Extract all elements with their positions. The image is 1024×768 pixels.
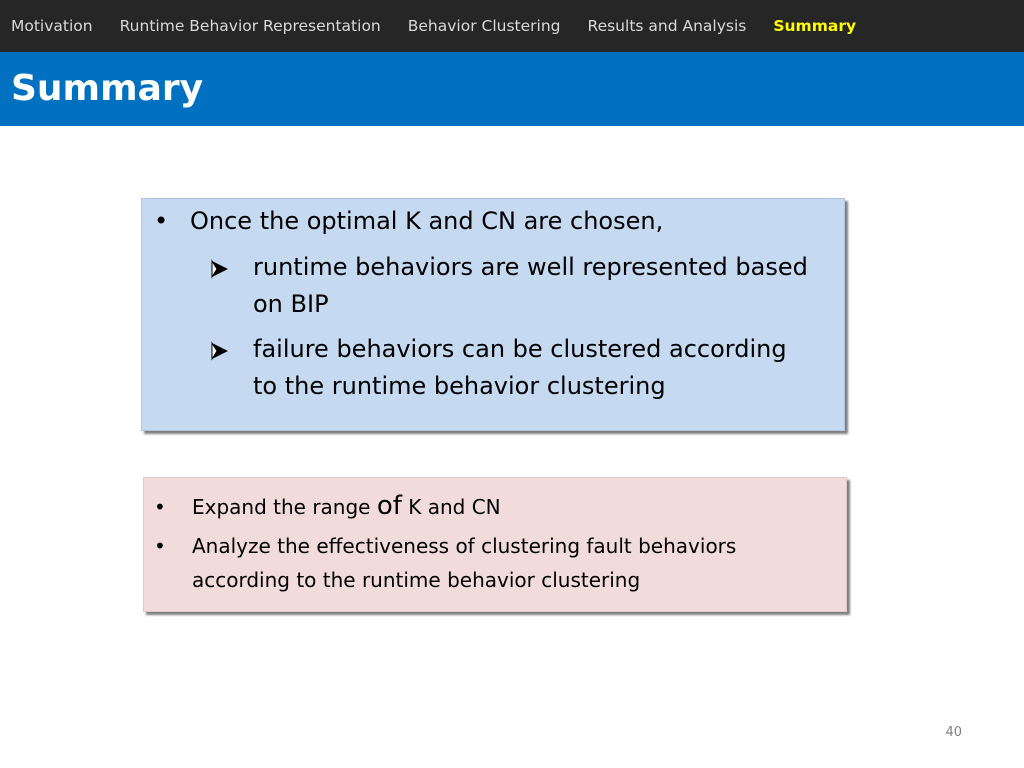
future-item-2-line-2: according to the runtime behavior clustering [192, 568, 641, 592]
page-number: 40 [945, 725, 962, 740]
future-item-1-pre: Expand the range [192, 495, 377, 519]
sub-item-2-line-1: failure behaviors can be clustered according [253, 335, 787, 363]
main-bullet-text: Once the optimal K and CN are chosen, [190, 207, 664, 235]
arrow-bullet-icon [210, 259, 230, 279]
future-item-1-post: K and CN [401, 495, 501, 519]
nav-item-summary[interactable]: Summary [773, 17, 857, 35]
main-bullet-item [154, 207, 663, 235]
future-work-box [143, 477, 847, 612]
future-item-1-emph: of [376, 491, 402, 521]
nav-item-motivation[interactable]: Motivation [11, 17, 93, 35]
findings-box [141, 198, 845, 431]
bullet-dot: • [154, 207, 169, 235]
sub-item-1-line-1: runtime behaviors are well represented based [253, 253, 808, 281]
future-item-2-line-1 [154, 534, 736, 558]
page-title: Summary [11, 68, 204, 109]
bullet-dot: • [154, 534, 166, 558]
bullet-dot: • [154, 495, 166, 519]
nav-item-results-and-analysis[interactable]: Results and Analysis [587, 17, 747, 35]
title-bar [0, 52, 1024, 126]
nav-item-behavior-clustering[interactable]: Behavior Clustering [407, 17, 561, 35]
sub-item-2-line-2: to the runtime behavior clustering [253, 372, 666, 400]
section-nav [0, 0, 1024, 52]
future-item-2-text: Analyze the effectiveness of clustering fault behaviors [192, 534, 737, 558]
future-item-1 [154, 491, 501, 521]
sub-item-1-line-2: on BIP [253, 290, 329, 318]
nav-item-runtime-behavior-representation[interactable]: Runtime Behavior Representation [119, 17, 381, 35]
arrow-bullet-icon [210, 341, 230, 361]
